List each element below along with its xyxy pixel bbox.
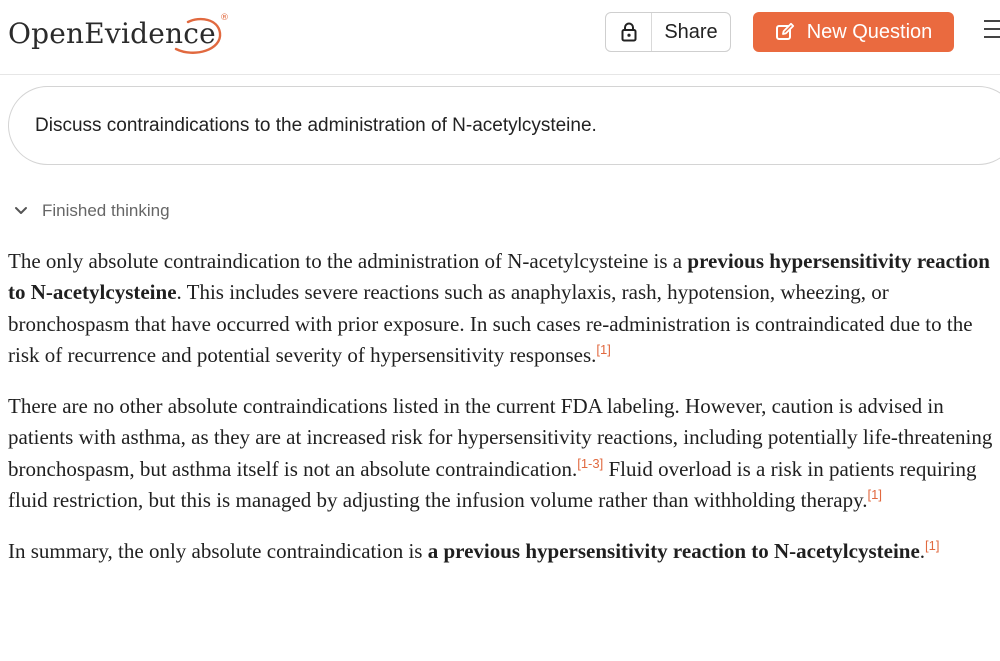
citation-link[interactable]: [1] xyxy=(925,538,940,554)
answer-text: . This includes severe reactions such as anaphylaxis, rash, hypotension, wheezing, or bronchospasm that have occurred with prior exposure. In such cases re-administration is contraindicated due to the risk of recurrence and potential severity of hypersensitivity responses. xyxy=(8,280,973,367)
lock-button[interactable] xyxy=(606,13,652,51)
chevron-down-icon xyxy=(14,206,28,216)
citation-link[interactable]: [1] xyxy=(867,487,882,503)
new-question-label: New Question xyxy=(806,20,933,43)
menu-icon-bar xyxy=(984,28,1000,30)
citation-link[interactable]: [1] xyxy=(596,341,611,357)
openevidence-logo[interactable] xyxy=(8,13,230,53)
answer-text: The only absolute contraindication to the administration of N-acetylcysteine is a xyxy=(8,249,688,273)
lock-icon xyxy=(621,22,637,42)
menu-button[interactable] xyxy=(984,20,1000,44)
question-text: Discuss contraindications to the administration of N-acetylcysteine. xyxy=(35,114,597,136)
answer-bold-text: previous hypersensitivity reaction to N-acetylcysteine xyxy=(8,249,990,305)
question-box[interactable] xyxy=(8,86,1000,165)
answer-text: There are no other absolute contraindications listed in the current FDA labeling. However, caution is advised in patients with asthma, as they are at increased risk for hypersensitivity reactions, including potentially life-threatening bronchospasm, but asthma itself is not an absolute contraindication. xyxy=(8,394,993,481)
answer-text: Fluid overload is a risk in patients requiring fluid restriction, but this is managed by adjusting the infusion volume rather than withholding therapy. xyxy=(8,456,977,513)
edit-icon xyxy=(775,22,795,42)
registered-mark: ® xyxy=(220,13,230,23)
answer-body xyxy=(8,246,1000,588)
share-button[interactable]: Share xyxy=(664,20,718,43)
thinking-toggle[interactable] xyxy=(14,198,170,224)
answer-text: . xyxy=(919,539,926,564)
citation-link[interactable]: [1-3] xyxy=(577,455,604,471)
answer-text: In summary, the only absolute contraindication is xyxy=(8,539,428,564)
thinking-label: Finished thinking xyxy=(42,201,170,220)
menu-icon-bar xyxy=(984,20,1000,22)
app-header xyxy=(0,0,1000,75)
answer-paragraph xyxy=(8,391,1000,516)
share-group xyxy=(605,12,731,52)
menu-icon-bar xyxy=(984,36,1000,38)
answer-bold-text: a previous hypersensitivity reaction to N-acetylcysteine xyxy=(427,539,920,564)
logo-swoosh-icon xyxy=(168,14,228,56)
logo-text: OpenEvidence xyxy=(8,16,216,50)
new-question-button[interactable] xyxy=(753,12,954,52)
answer-paragraph xyxy=(8,536,1000,567)
answer-paragraph xyxy=(8,246,1000,371)
